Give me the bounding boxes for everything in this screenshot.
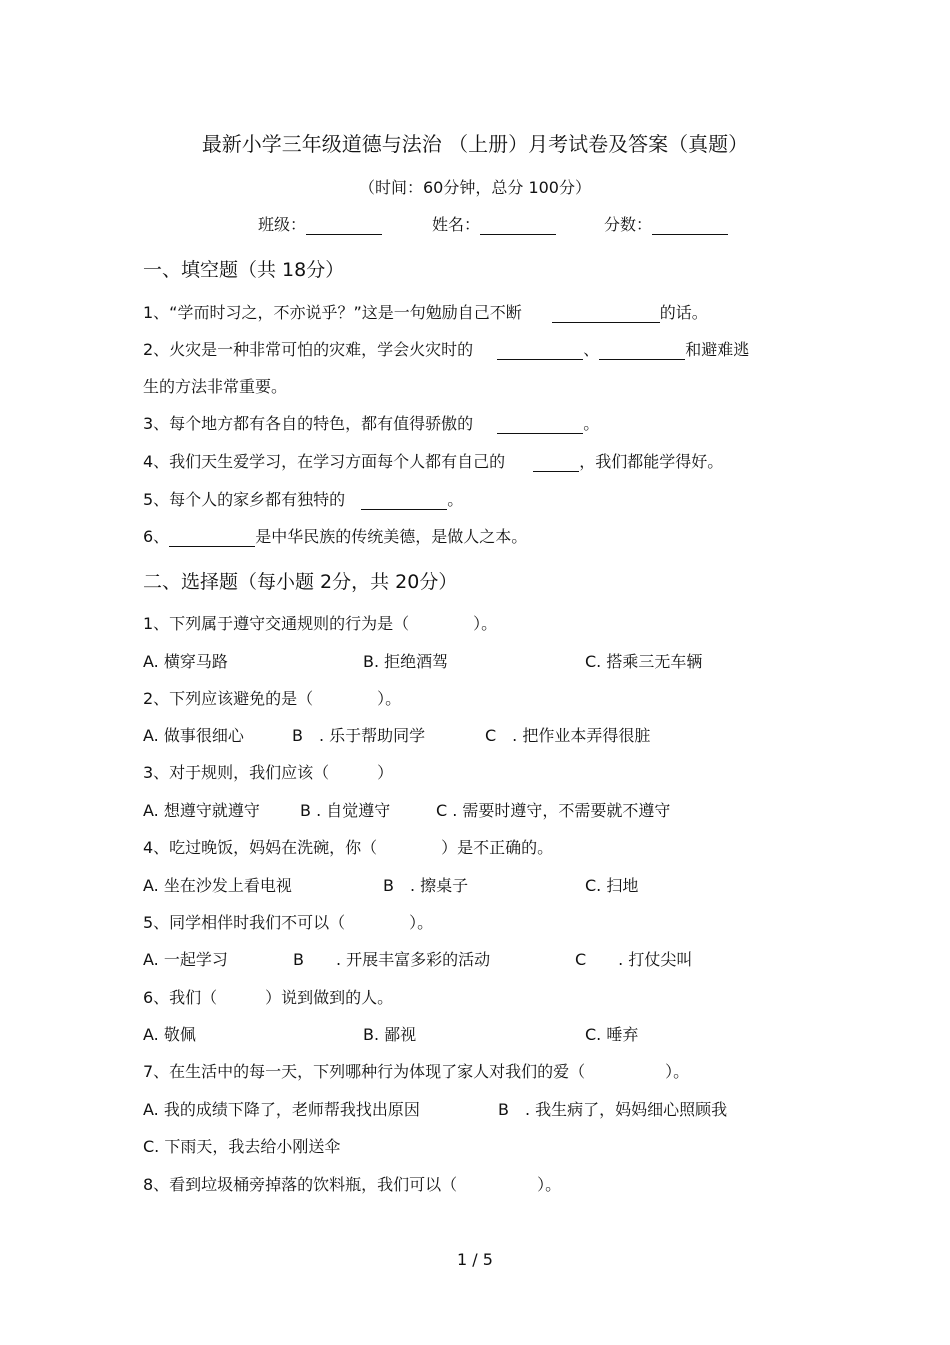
choice-question-5: 5、同学相伴时我们不可以（ ）。 [143,913,434,932]
answer-blank[interactable] [497,341,583,360]
question-text: 。 [447,490,464,509]
question-text: 1、“学而时习之，不亦说乎？”这是一句勉励自己不断 [143,303,522,322]
option-a[interactable]: A. 敬佩 [143,1025,196,1044]
option-a[interactable]: A. 横穿马路 [143,652,228,671]
score-label: 分数： [604,215,653,234]
option-c[interactable]: C. 下雨天，我去给小刚送伞 [143,1137,341,1156]
option-b[interactable]: B . 自觉遵守 [300,801,391,820]
question-text: 2、火灾是一种非常可怕的灾难，学会火灾时的 [143,340,474,359]
question-text: 。 [583,414,600,433]
choice-question-8: 8、看到垃圾桶旁掉落的饮料瓶，我们可以（ ）。 [143,1175,562,1194]
option-b[interactable]: B. 鄙视 [363,1025,417,1044]
option-c[interactable]: C. 搭乘三无车辆 [585,652,703,671]
fill-question-4 [143,449,723,472]
option-c[interactable]: C. 唾弃 [585,1025,639,1044]
choice-question-4: 4、吃过晚饭，妈妈在洗碗，你（ ）是不正确的。 [143,838,554,857]
option-a[interactable]: A. 我的成绩下降了，老师帮我找出原因 [143,1100,420,1119]
class-blank[interactable] [306,216,382,235]
score-blank[interactable] [652,216,728,235]
choice-question-6: 6、我们（ ）说到做到的人。 [143,988,394,1007]
class-label: 班级： [258,215,307,234]
fill-question-5 [143,487,463,510]
choice-question-3: 3、对于规则，我们应该（ ） [143,763,394,782]
option-b[interactable]: B . 开展丰富多彩的活动 [293,950,491,969]
section-heading-choice: 二、选择题（每小题 2分，共 20分） [143,571,458,593]
fill-question-2 [143,337,749,360]
page-number: 1 / 5 [457,1250,493,1269]
option-c[interactable]: C. 扫地 [585,876,639,895]
answer-blank[interactable] [533,453,579,472]
name-blank[interactable] [480,216,556,235]
question-text: 6、 [143,527,170,546]
choice-question-1: 1、下列属于遵守交通规则的行为是（ ）。 [143,614,498,633]
option-b[interactable]: B . 擦桌子 [383,876,469,895]
question-text: 3、每个地方都有各自的特色，都有值得骄傲的 [143,414,474,433]
question-text: 和避难逃 [685,340,750,359]
class-field [258,212,382,235]
answer-blank[interactable] [361,491,447,510]
option-c[interactable]: C . 把作业本弄得很脏 [485,726,651,745]
name-label: 姓名： [432,215,481,234]
fill-question-3 [143,411,599,434]
name-field [432,212,556,235]
option-c[interactable]: C . 打仗尖叫 [575,950,693,969]
choice-question-2: 2、下列应该避免的是（ ）。 [143,689,402,708]
option-c[interactable]: C . 需要时遵守，不需要就不遵守 [436,801,671,820]
page-title: 最新小学三年级道德与法治 （上册）月考试卷及答案（真题） [201,132,749,156]
section-heading-fill-blank: 一、填空题（共 18分） [143,259,345,281]
fill-question-2-cont: 生的方法非常重要。 [143,377,288,396]
option-b[interactable]: B . 乐于帮助同学 [292,726,426,745]
question-text: 是中华民族的传统美德，是做人之本。 [255,527,528,546]
option-b[interactable]: B . 我生病了，妈妈细心照顾我 [498,1100,728,1119]
option-a[interactable]: A. 做事很细心 [143,726,244,745]
answer-blank[interactable] [599,341,685,360]
option-a[interactable]: A. 一起学习 [143,950,228,969]
fill-question-6 [143,524,527,547]
option-b[interactable]: B. 拒绝酒驾 [363,652,449,671]
question-text: 5、每个人的家乡都有独特的 [143,490,346,509]
exam-time-info: （时间：60分钟，总分 100分） [359,178,591,197]
question-text: 、 [583,340,600,359]
choice-question-7: 7、在生活中的每一天，下列哪种行为体现了家人对我们的爱（ ）。 [143,1062,690,1081]
fill-question-1 [143,300,708,323]
option-a[interactable]: A. 坐在沙发上看电视 [143,876,292,895]
answer-blank[interactable] [552,304,660,323]
answer-blank[interactable] [169,528,255,547]
score-field [604,212,728,235]
question-text: 的话。 [659,303,708,322]
option-a[interactable]: A. 想遵守就遵守 [143,801,260,820]
question-text: 4、我们天生爱学习，在学习方面每个人都有自己的 [143,452,506,471]
question-text: ，我们都能学得好。 [579,452,724,471]
answer-blank[interactable] [497,415,583,434]
